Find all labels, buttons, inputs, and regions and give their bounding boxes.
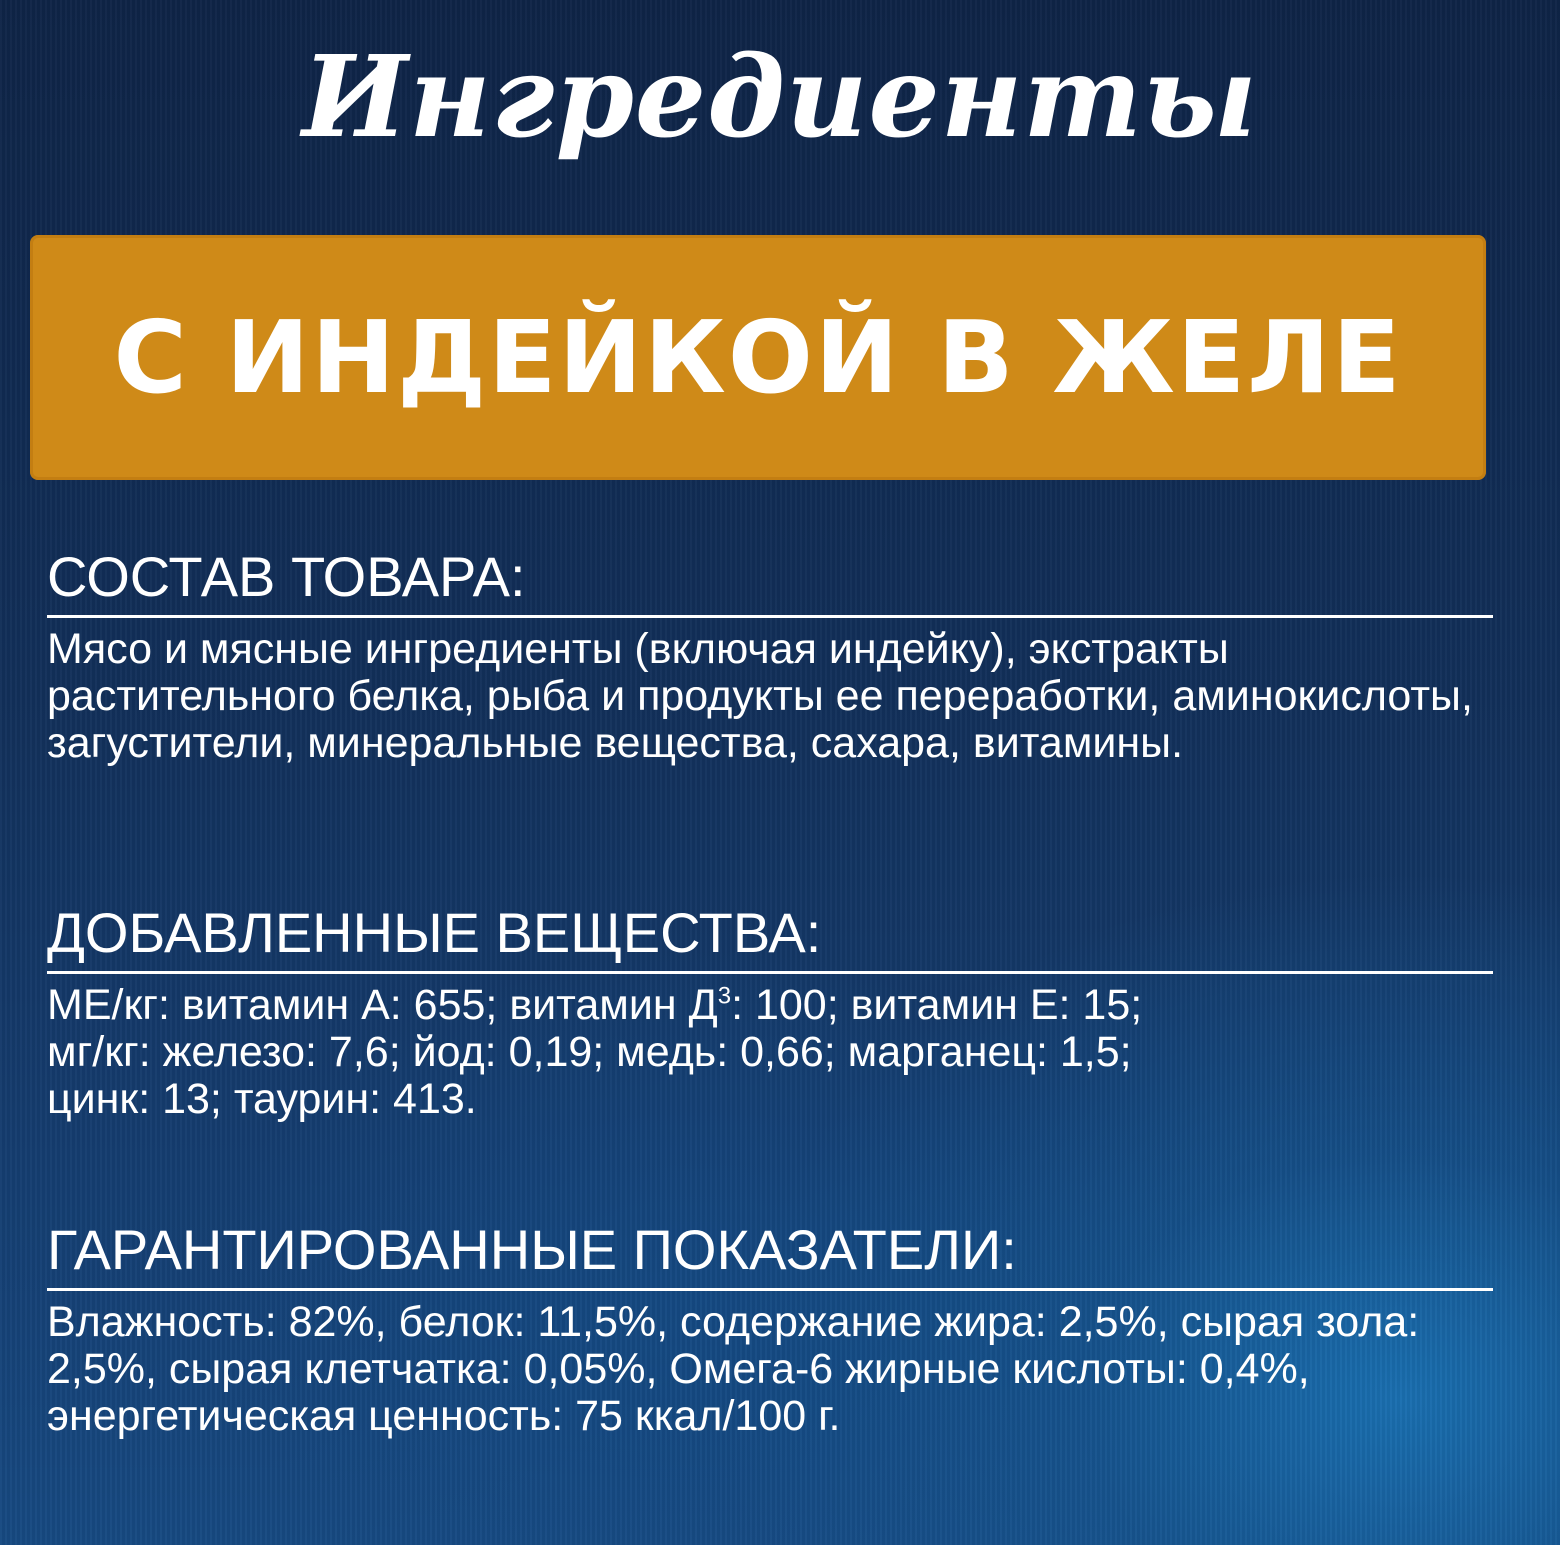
additives-line-1-start: МЕ/кг: витамин А: 655; витамин Д <box>47 981 718 1029</box>
flavor-banner <box>30 235 1486 480</box>
vitamin-d-superscript: 3 <box>717 982 732 1010</box>
guaranteed-values-text: Влажность: 82%, белок: 11,5%, содержание жира: 2,5%, сырая зола: 2,5%, сырая клетчатка: 0,05%, Омега-6 жирные кислоты: 0,4%, энергетическая ценность: 75 ккал/100 г. <box>47 1298 1420 1440</box>
page-title: Ингредиенты <box>302 32 1258 163</box>
additives-heading: ДОБАВЛЕННЫЕ ВЕЩЕСТВА: <box>47 901 1493 974</box>
additives-line-1-end: : 100; витамин Е: 15; <box>731 981 1143 1029</box>
composition-heading: СОСТАВ ТОВАРА: <box>47 545 1493 618</box>
guaranteed-values-heading: ГАРАНТИРОВАННЫЕ ПОКАЗАТЕЛИ: <box>47 1218 1493 1291</box>
composition-text: Мясо и мясные ингредиенты (включая индейку), экстракты растительного белка, рыба и продукты ее переработки, аминокислоты, загустители, минеральные вещества, сахара, витамины. <box>47 625 1473 767</box>
guaranteed-values-section <box>47 1218 1493 1440</box>
additives-line-2: мг/кг: железо: 7,6; йод: 0,19; медь: 0,66; марганец: 1,5; <box>47 1028 1132 1076</box>
additives-section <box>47 901 1493 1123</box>
composition-section <box>47 545 1493 767</box>
additives-line-3: цинк: 13; таурин: 413. <box>47 1075 477 1123</box>
additives-text <box>47 982 1487 1123</box>
additives-line-1 <box>47 982 1487 1029</box>
flavor-banner-text: С ИНДЕЙКОЙ В ЖЕЛЕ <box>113 299 1403 416</box>
